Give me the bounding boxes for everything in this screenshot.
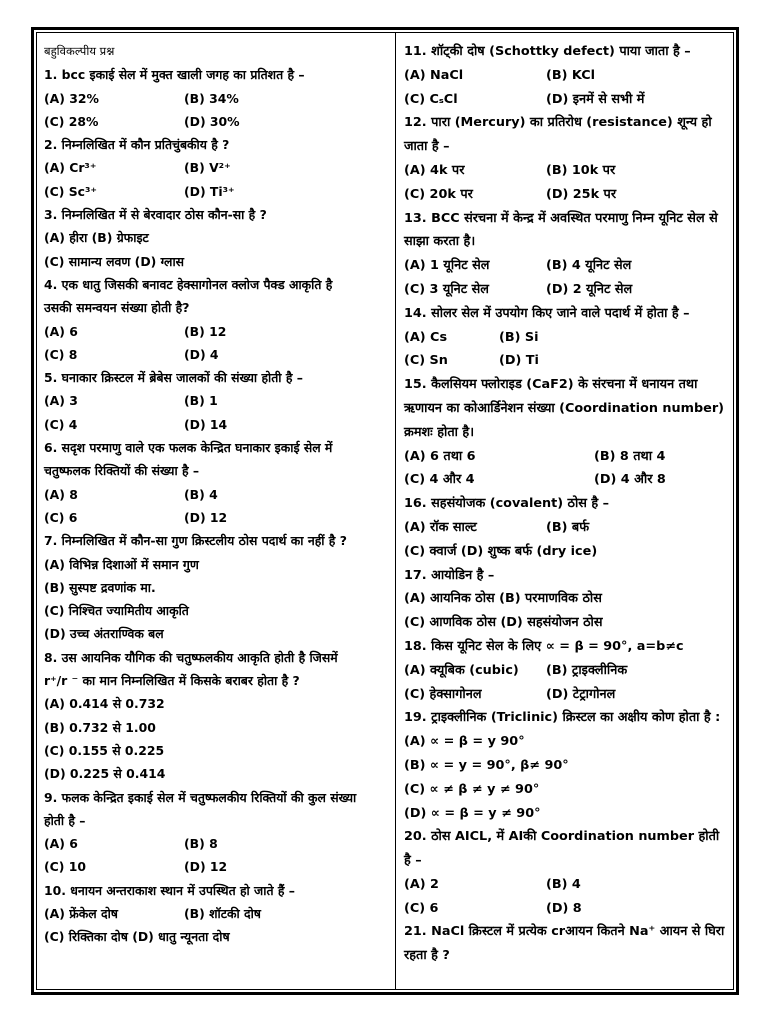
question-13-options-ab xyxy=(404,254,730,278)
question-11-options-ab xyxy=(404,64,730,88)
question-17: 17. आयोडिन है – xyxy=(404,567,495,583)
question-14-options-cd xyxy=(404,349,730,373)
option-a: (A) 3 xyxy=(44,393,78,409)
question-12-options-ab xyxy=(404,159,730,183)
option-b: (B) 8 तथा 4 xyxy=(594,448,666,464)
option-d: (D) 2 यूनिट सेल xyxy=(546,281,633,297)
option-b: (B) 10k पर xyxy=(546,162,616,178)
option-d: (D) 12 xyxy=(184,509,228,525)
question-6-line-1: 6. सदृश परमाणु वाले एक फलक केन्द्रित घनाकार इकाई सेल में xyxy=(44,440,333,456)
option-d: (D) 4 और 8 xyxy=(594,472,666,488)
question-18: 18. किस यूनिट सेल के लिए ∝ = β = 90°, a=b≠c xyxy=(404,638,684,654)
question-1-options-ab xyxy=(44,87,392,110)
question-1-options-cd xyxy=(44,110,392,133)
question-8-option-d: (D) 0.225 से 0.414 xyxy=(44,766,166,782)
option-a: (A) रॉक साल्ट xyxy=(404,519,477,535)
question-7-option-c: (C) निश्चित ज्यामितीय आकृति xyxy=(44,603,189,619)
option-b: (B) शॉटकी दोष xyxy=(184,905,261,921)
question-5-options-cd xyxy=(44,413,392,436)
option-d: (D) 30% xyxy=(184,113,240,129)
question-10-options-ab xyxy=(44,902,392,925)
question-5: 5. घनाकार क्रिस्टल में ब्रेबेस जालकों की संख्या होती है – xyxy=(44,370,303,386)
option-a: (A) 6 तथा 6 xyxy=(404,448,476,464)
question-9-line-2: होती है – xyxy=(44,812,86,828)
option-b: (B) 1 xyxy=(184,393,218,409)
question-8-line-2: r⁺/r ⁻ का मान निम्नलिखित में किसके बराबर होता है ? xyxy=(44,673,300,689)
question-7-option-b: (B) सुस्पष्ट द्रवणांक मा. xyxy=(44,579,156,595)
option-b: (B) Si xyxy=(499,329,539,345)
question-12-line-2: जाता है – xyxy=(404,139,450,155)
question-16-options-ab xyxy=(404,516,730,540)
option-b: (B) ट्राइक्लीनिक xyxy=(546,662,628,678)
option-a: (A) 6 xyxy=(44,836,78,852)
option-d: (D) Ti³⁺ xyxy=(184,183,235,199)
option-a: (A) 1 यूनिट सेल xyxy=(404,258,490,274)
question-2-options-ab xyxy=(44,156,392,179)
question-19-option-a: (A) ∝ = β = y 90° xyxy=(404,734,525,750)
question-9-options-cd xyxy=(44,855,392,878)
question-13-line-2: साझा करता है। xyxy=(404,234,476,250)
question-2-options-cd xyxy=(44,180,392,203)
question-6-options-ab xyxy=(44,483,392,506)
question-13-line-1: 13. BCC संरचना में केन्द्र में अवस्थित परमाणु निम्न यूनिट सेल से xyxy=(404,210,718,226)
option-b: (B) 4 यूनिट सेल xyxy=(546,258,632,274)
question-8-option-c: (C) 0.155 से 0.225 xyxy=(44,742,165,758)
question-8-option-b: (B) 0.732 से 1.00 xyxy=(44,719,156,735)
question-11: 11. शॉट्की दोष (Schottky defect) पाया जाता है – xyxy=(404,44,691,59)
question-15-line-3: क्रमशः होता है। xyxy=(404,424,475,440)
option-d: (D) Ti xyxy=(499,353,539,369)
question-19-option-c: (C) ∝ ≠ β ≠ y ≠ 90° xyxy=(404,781,540,797)
option-c: (C) 4 xyxy=(44,416,78,432)
question-1: 1. bcc इकाई सेल में मुक्त खाली जगह का प्रतिशत है – xyxy=(44,67,305,83)
question-3-options-cd: (C) सामान्य लवण (D) ग्लास xyxy=(44,253,185,269)
question-7-option-a: (A) विभिन्न दिशाओं में समान गुण xyxy=(44,556,199,572)
option-a: (A) फ्रेंकेल दोष xyxy=(44,905,118,921)
option-a: (A) Cs xyxy=(404,329,448,345)
question-4-options-ab xyxy=(44,320,392,343)
question-9-options-ab xyxy=(44,832,392,855)
question-13-options-cd xyxy=(404,278,730,302)
question-15-options-ab xyxy=(404,445,730,469)
question-20-options-ab xyxy=(404,873,730,897)
option-c: (C) Sn xyxy=(404,353,448,369)
option-d: (D) 14 xyxy=(184,416,228,432)
option-a: (A) 8 xyxy=(44,486,78,502)
option-c: (C) 6 xyxy=(44,509,78,525)
column-divider xyxy=(395,33,396,989)
question-2: 2. निम्नलिखित में कौन प्रतिचुंबकीय है ? xyxy=(44,137,230,153)
question-14: 14. सोलर सेल में उपयोग किए जाने वाले पदार्थ में होता है – xyxy=(404,305,690,321)
option-b: (B) KCl xyxy=(546,67,596,83)
option-c: (C) हेक्सागोनल xyxy=(404,686,482,702)
right-column xyxy=(404,40,730,968)
question-14-options-ab xyxy=(404,326,730,350)
question-12-options-cd xyxy=(404,183,730,207)
question-8-option-a: (A) 0.414 से 0.732 xyxy=(44,696,165,712)
question-4-options-cd xyxy=(44,343,392,366)
question-18-options-ab xyxy=(404,659,730,683)
option-d: (D) 8 xyxy=(546,900,582,916)
question-20-line-1: 20. ठोस AICL, में AIकी Coordination number होती xyxy=(404,829,720,845)
question-15-options-cd xyxy=(404,468,730,492)
option-d: (D) टेट्रागोनल xyxy=(546,686,616,702)
question-7: 7. निम्नलिखित में कौन-सा गुण क्रिस्टलीय ठोस पदार्थ का नहीं है ? xyxy=(44,533,347,549)
option-c: (C) CₛCl xyxy=(404,91,458,107)
option-c: (C) 8 xyxy=(44,346,78,362)
option-a: (A) 4k पर xyxy=(404,162,465,178)
question-12-line-1: 12. पारा (Mercury) का प्रतिरोध (resistance) शून्य हो xyxy=(404,115,712,131)
question-21-line-2: रहता है ? xyxy=(404,948,450,964)
option-b: (B) 4 xyxy=(546,876,581,892)
option-c: (C) 6 xyxy=(404,900,439,916)
question-11-options-cd xyxy=(404,88,730,112)
question-20-options-cd xyxy=(404,897,730,921)
question-16: 16. सहसंयोजक (covalent) ठोस है – xyxy=(404,496,610,512)
question-16-options-cd: (C) क्वार्ज (D) शुष्क बर्फ (dry ice) xyxy=(404,543,598,559)
option-c: (C) 10 xyxy=(44,859,86,875)
question-15-line-1: 15. कैलसियम फ्लोराइड (CaF2) के संरचना में धनायन तथा xyxy=(404,377,698,393)
question-4-line-2: उसकी समन्वयन संख्या होती है? xyxy=(44,300,190,316)
option-c: (C) 20k पर xyxy=(404,186,473,202)
option-a: (A) 6 xyxy=(44,323,78,339)
left-column xyxy=(44,40,392,949)
question-6-line-2: चतुष्फलक रिक्तियों की संख्या है – xyxy=(44,463,200,479)
question-20-line-2: है – xyxy=(404,853,422,869)
option-a: (A) 32% xyxy=(44,90,99,106)
option-b: (B) बर्फ xyxy=(546,519,590,535)
question-8-line-1: 8. उस आयनिक यौगिक की चतुष्फलकीय आकृति होती है जिसमें xyxy=(44,649,338,665)
option-b: (B) 12 xyxy=(184,323,227,339)
question-10-options-cd: (C) रिक्तिका दोष (D) धातु न्यूनता दोष xyxy=(44,929,230,945)
option-a: (A) NaCl xyxy=(404,67,464,83)
option-a: (A) 2 xyxy=(404,876,439,892)
option-b: (B) 8 xyxy=(184,836,218,852)
question-5-options-ab xyxy=(44,389,392,412)
question-4-line-1: 4. एक धातु जिसकी बनावट हेक्सागोनल क्लोज पैक्ड आकृति है xyxy=(44,276,333,292)
question-9-line-1: 9. फलक केन्द्रित इकाई सेल में चतुष्फलकीय रिक्तियों की कुल संख्या xyxy=(44,789,357,805)
option-d: (D) 12 xyxy=(184,859,228,875)
question-7-option-d: (D) उच्च अंतराण्विक बल xyxy=(44,626,164,642)
question-15-line-2: ऋणायन का कोआर्डिनेशन संख्या (Coordination number) xyxy=(404,400,724,416)
question-10: 10. धनायन अन्तराकाश स्थान में उपस्थित हो जाते हैं – xyxy=(44,882,295,898)
option-b: (B) 34% xyxy=(184,90,239,106)
question-19-option-b: (B) ∝ = y = 90°, β≠ 90° xyxy=(404,757,569,773)
option-b: (B) 4 xyxy=(184,486,218,502)
option-a: (A) क्यूबिक (cubic) xyxy=(404,662,519,678)
option-c: (C) Sc³⁺ xyxy=(44,183,97,199)
option-d: (D) इनमें से सभी में xyxy=(546,91,645,107)
section-header: बहुविकल्पीय प्रश्न xyxy=(44,44,115,58)
option-d: (D) 25k पर xyxy=(546,186,617,202)
option-d: (D) 4 xyxy=(184,346,219,362)
question-3: 3. निम्नलिखित में से बेरवादार ठोस कौन-सा है ? xyxy=(44,207,267,223)
question-18-options-cd xyxy=(404,683,730,707)
question-17-options-cd: (C) आणविक ठोस (D) सहसंयोजन ठोस xyxy=(404,615,603,631)
question-3-options-ab: (A) हीरा (B) ग्रेफाइट xyxy=(44,230,149,246)
question-21-line-1: 21. NaCl क्रिस्टल में प्रत्येक crआयन कितने Na⁺ आयन से घिरा xyxy=(404,924,725,940)
question-6-options-cd xyxy=(44,506,392,529)
question-19: 19. ट्राइक्लीनिक (Triclinic) क्रिस्टल का अक्षीय कोण होता है : xyxy=(404,710,721,726)
option-a: (A) Cr³⁺ xyxy=(44,160,97,176)
option-b: (B) V²⁺ xyxy=(184,160,231,176)
option-c: (C) 3 यूनिट सेल xyxy=(404,281,489,297)
question-19-option-d: (D) ∝ = β = y ≠ 90° xyxy=(404,805,541,821)
question-17-options-ab: (A) आयनिक ठोस (B) परमाणविक ठोस xyxy=(404,591,602,607)
option-c: (C) 28% xyxy=(44,113,99,129)
option-c: (C) 4 और 4 xyxy=(404,472,475,488)
